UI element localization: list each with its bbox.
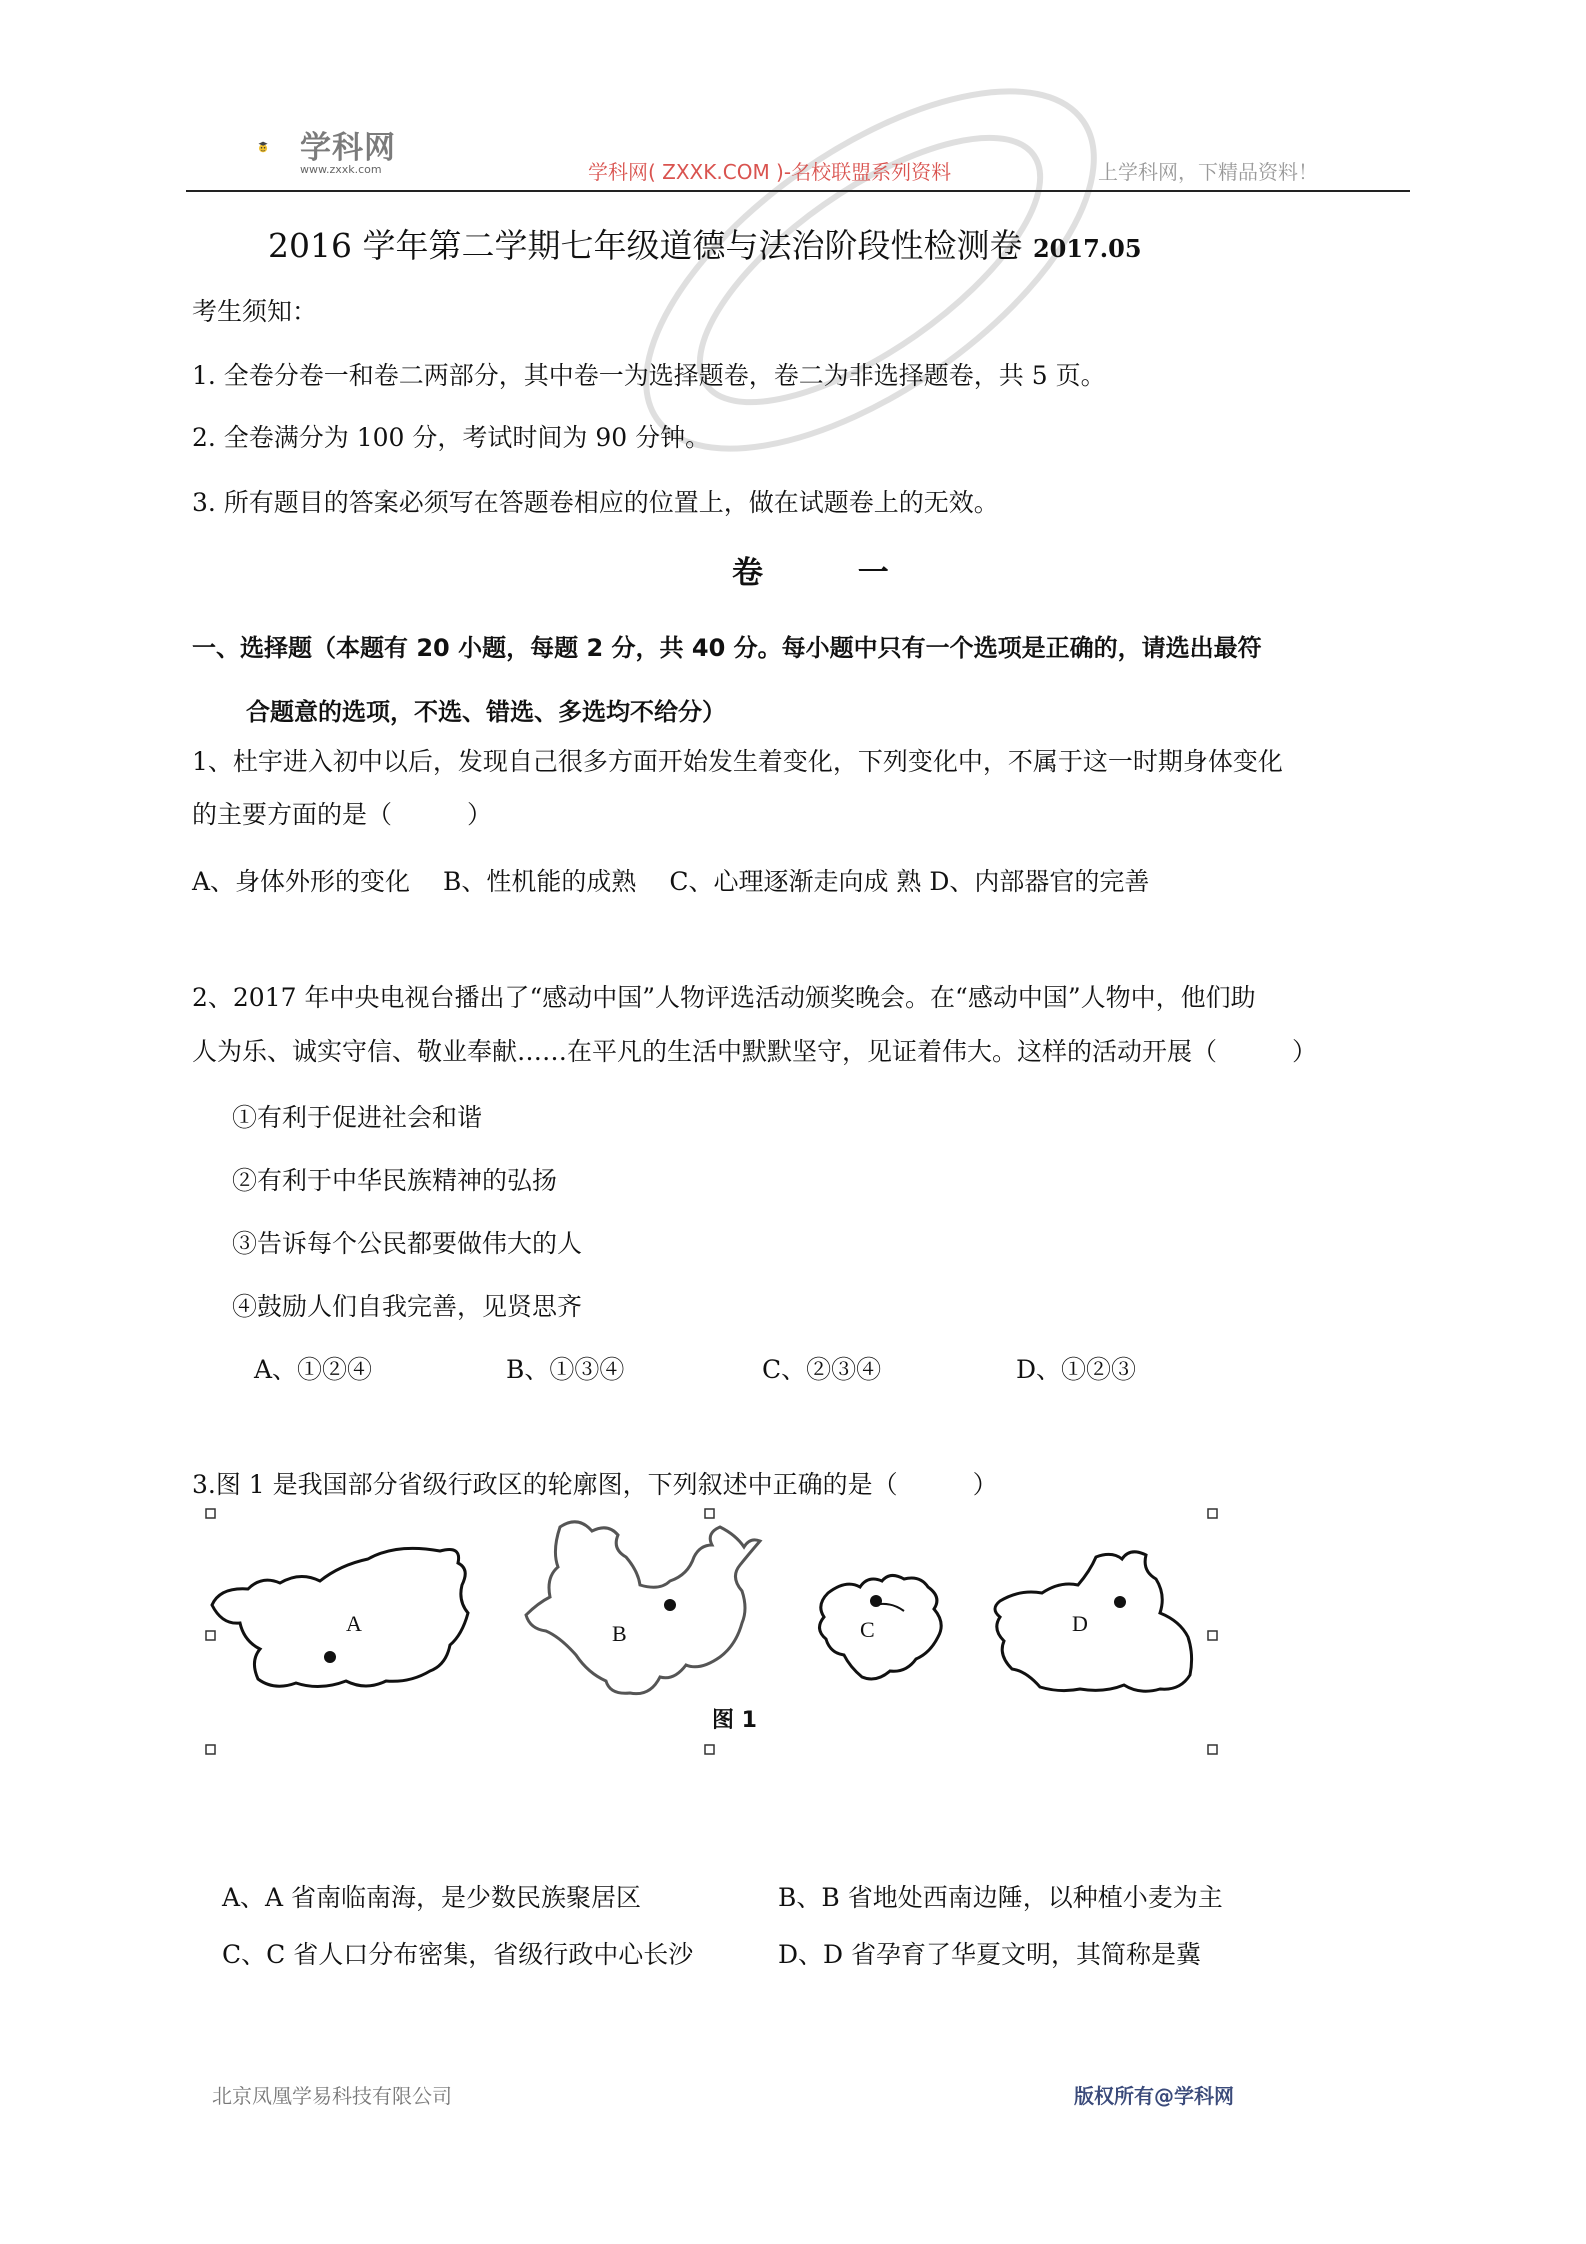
notice-item-2: 2. 全卷满分为 100 分，考试时间为 90 分钟。 — [192, 423, 711, 452]
section-instruction-line1: 一、选择题（本题有 20 小题，每题 2 分，共 40 分。每小题中只有一个选项是正确的，请选出最符 — [192, 634, 1262, 662]
q2-option-a: A、①②④ — [254, 1355, 373, 1384]
watermark-stamp — [560, 60, 1180, 480]
q2-statement-2: ②有利于中华民族精神的弘扬 — [232, 1166, 558, 1195]
logo-text: 学科网 — [300, 130, 396, 166]
province-a-label: A — [346, 1611, 362, 1636]
province-d-label: D — [1072, 1611, 1088, 1636]
figure-caption: 图 1 — [712, 1708, 757, 1733]
figure-handle — [705, 1745, 714, 1754]
header-rule — [186, 190, 1410, 192]
page-title — [268, 220, 1142, 267]
q2-statement-1: ①有利于促进社会和谐 — [232, 1103, 483, 1132]
province-c-label: C — [860, 1617, 875, 1642]
figure-handle — [1208, 1631, 1217, 1640]
notice-item-1: 1. 全卷分卷一和卷二两部分，其中卷一为选择题卷，卷二为非选择题卷，共 5 页。 — [192, 361, 1106, 390]
notice-item-3: 3. 所有题目的答案必须写在答题卷相应的位置上，做在试题卷上的无效。 — [192, 488, 999, 517]
q3-line1: 3.图 1 是我国部分省级行政区的轮廓图，下列叙述中正确的是（ ） — [192, 1470, 998, 1499]
logo-url: www.zxxk.com — [300, 163, 382, 176]
q2-statement-3: ③告诉每个公民都要做伟大的人 — [232, 1229, 583, 1258]
q3-option-b: B、B 省地处西南边陲，以种植小麦为主 — [778, 1883, 1223, 1912]
q3-option-a: A、A 省南临南海，是少数民族聚居区 — [222, 1883, 642, 1912]
notice-heading: 考生须知： — [192, 297, 318, 326]
province-d-capital — [1114, 1596, 1126, 1608]
logo-icon — [258, 118, 306, 178]
figure-handle — [705, 1509, 714, 1518]
province-c-outline — [819, 1575, 941, 1679]
figure-handle — [206, 1509, 215, 1518]
province-b-capital — [664, 1599, 676, 1611]
q1-options: A、身体外形的变化 B、性机能的成熟 C、心理逐渐走向成 熟 D、内部器官的完善 — [192, 867, 1150, 896]
province-d-outline — [995, 1552, 1192, 1691]
q2-line2: 人为乐、诚实守信、敬业奉献……在平凡的生活中默默坚守，见证着伟大。这样的活动开展（ ） — [192, 1037, 1318, 1066]
province-c-capital — [870, 1595, 882, 1607]
header-right-text: 上学科网，下精品资料！ — [1098, 160, 1318, 184]
q3-option-c: C、C 省人口分布密集，省级行政中心长沙 — [222, 1940, 694, 1969]
title-date: 2017.05 — [1032, 234, 1142, 263]
header-center-text: 学科网( ZXXK.COM )-名校联盟系列资料 — [588, 160, 952, 184]
province-b-outline — [526, 1522, 760, 1694]
footer-copyright: 版权所有@学科网 — [1074, 2084, 1234, 2108]
q2-option-c: C、②③④ — [762, 1355, 882, 1384]
q2-statement-4: ④鼓励人们自我完善，见贤思齐 — [232, 1292, 583, 1321]
section-title: 卷 一 — [732, 555, 931, 591]
figure-handle — [206, 1631, 215, 1640]
province-a-capital — [324, 1651, 336, 1663]
footer-company: 北京凤凰学易科技有限公司 — [212, 2084, 452, 2108]
figure-handle — [1208, 1745, 1217, 1754]
figure-handle — [206, 1745, 215, 1754]
q1-line2: 的主要方面的是（ ） — [192, 800, 493, 829]
q2-line1: 2、2017 年中央电视台播出了“感动中国”人物评选活动颁奖晚会。在“感动中国”人物中，他们助 — [192, 983, 1256, 1012]
q1-line1: 1、杜宇进入初中以后，发现自己很多方面开始发生着变化，下列变化中，不属于这一时期身体变化 — [192, 747, 1283, 776]
q2-option-b: B、①③④ — [506, 1355, 625, 1384]
figure-handle — [1208, 1509, 1217, 1518]
province-a-outline — [212, 1548, 468, 1686]
title-main: 2016 学年第二学期七年级道德与法治阶段性检测卷 — [268, 226, 1023, 265]
section-instruction-line2: 合题意的选项，不选、错选、多选均不给分） — [246, 698, 726, 726]
q2-option-d: D、①②③ — [1016, 1355, 1137, 1384]
q3-option-d: D、D 省孕育了华夏文明，其简称是冀 — [778, 1940, 1202, 1969]
province-b-label: B — [612, 1621, 627, 1646]
